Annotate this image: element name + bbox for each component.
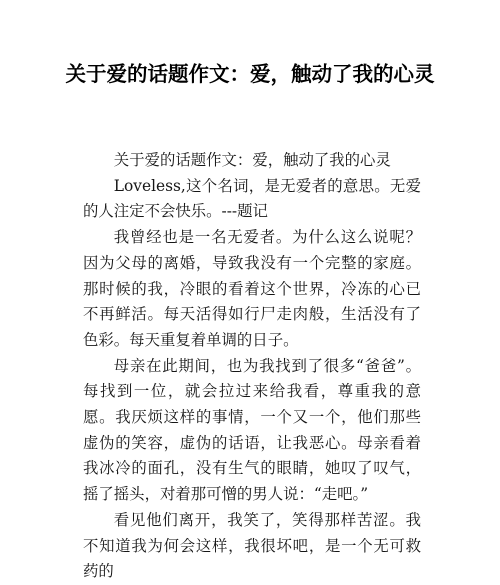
paragraph: 母亲在此期间，也为我找到了很多“爸爸”。每找到一位，就会拉过来给我看，尊重我的意愿。我厌烦这样的事情，一个又一个，他们那些虚伪的笑容，虚伪的话语，让我恶心。母亲看着我冰冷的面孔，没有生气的眼睛，她叹了叹气，摇了摇头，对着那可憎的男人说：“走吧。” (83, 356, 421, 504)
document-title: 关于爱的话题作文：爱，触动了我的心灵 (65, 62, 435, 86)
paragraph: 看见他们离开，我笑了，笑得那样苦涩。我不知道我为何会这样，我很坏吧，是一个无可救药的 (83, 510, 421, 581)
paragraph: Loveless,这个名词，是无爱者的意思。无爱的人注定不会快乐。---题记 (83, 176, 421, 221)
document-body (83, 148, 421, 585)
paragraph: 关于爱的话题作文：爱，触动了我的心灵 (113, 151, 391, 169)
paragraph: 我曾经也是一名无爱者。为什么这么说呢？因为父母的离婚，导致我没有一个完整的家庭。那时候的我，冷眼的看着这个世界，冷冻的心已不再鲜活。每天活得如行尸走肉般，生活没有了色彩。每天重复着单调的日子。 (83, 228, 421, 349)
